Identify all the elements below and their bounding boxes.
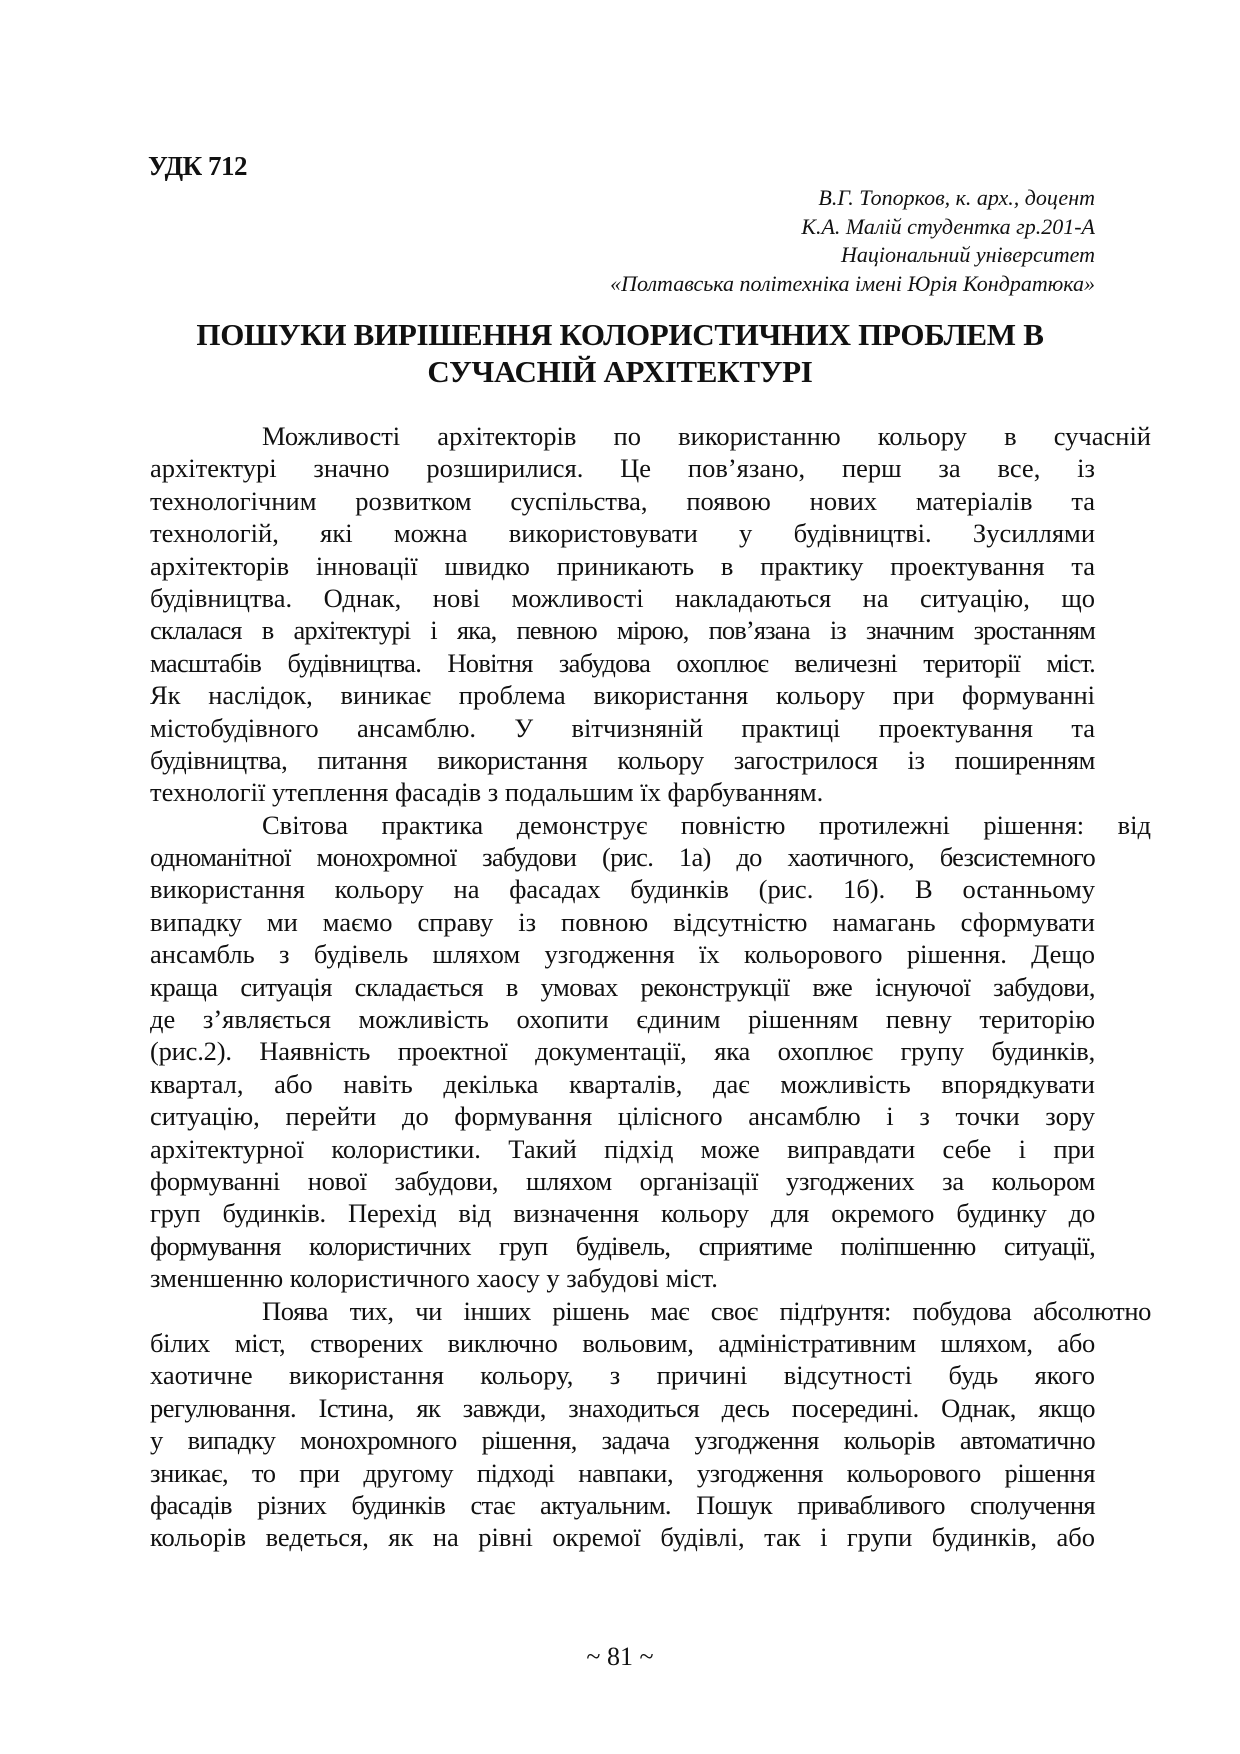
text-line: регулювання. Істина, як завжди, знаходиться десь посередині. Однак, якщо <box>150 1392 1095 1423</box>
article-title <box>140 316 1100 390</box>
text-line: Як наслідок, виникає проблема використання кольору при формуванні <box>150 680 1095 711</box>
page-number: ~ 81 ~ <box>586 1642 654 1671</box>
text-line: технологічним розвитком суспільства, появою нових матеріалів та <box>150 485 1095 516</box>
text-line: формування колористичних груп будівель, сприятиме поліпшенню ситуації, <box>150 1230 1095 1261</box>
text-line: ансамбль з будівель шляхом узгодження їх кольорового рішення. Дещо <box>150 939 1095 970</box>
text-line: будівництва, питання використання кольору загострилося із поширенням <box>150 744 1095 775</box>
text-line: містобудівного ансамблю. У вітчизняній практиці проектування та <box>150 712 1095 743</box>
article-body <box>150 420 1151 1554</box>
text-line: будівництва. Однак, нові можливості накладаються на ситуацію, що <box>150 582 1095 613</box>
text-line: де з’являється можливість охопити єдиним рішенням певну територію <box>150 1004 1095 1035</box>
author-line: В.Г. Топорков, к. арх., доцент <box>818 185 1095 210</box>
text-line: формуванні нової забудови, шляхом організації узгоджених за кольором <box>150 1165 1095 1196</box>
author-block <box>610 184 1095 298</box>
author-line: К.А. Малій студентка гр.201-А <box>801 213 1095 239</box>
text-line: Можливості архітекторів по використанню кольору в сучасній <box>262 421 1151 451</box>
paragraph <box>150 809 1151 1295</box>
affiliation-line: Національний університет <box>840 242 1095 267</box>
text-line: архітекторів інновації швидко приникають в практику проектування та <box>150 550 1095 581</box>
text-line: випадку ми маємо справу із повною відсутністю намагань сформувати <box>150 906 1095 937</box>
text-line: архітектурі значно розширилися. Це пов’язано, перш за все, із <box>150 453 1095 484</box>
text-line: склалася в архітектурі і яка, певною мірою, пов’язана із значним зростанням <box>150 615 1095 646</box>
text-line: (рис.2). Наявність проектної документації, яка охоплює групу будинків, <box>150 1036 1095 1067</box>
paragraph <box>150 1295 1151 1554</box>
affiliation-line: «Полтавська політехніка імені Юрія Кондратюка» <box>610 270 1095 296</box>
text-line: у випадку монохромного рішення, задача узгодження кольорів автоматично <box>150 1425 1095 1456</box>
text-line: одноманітної монохромної забудови (рис. 1а) до хаотичного, безсистемного <box>150 842 1095 873</box>
udk-code: УДК 712 <box>148 151 247 181</box>
text-line: використання кольору на фасадах будинків (рис. 1б). В останньому <box>150 874 1095 905</box>
text-line: квартал, або навіть декілька кварталів, дає можливість впорядкувати <box>150 1068 1095 1099</box>
text-line: білих міст, створених виключно вольовим, адміністративним шляхом, або <box>150 1327 1095 1358</box>
text-line: груп будинків. Перехід від визначення кольору для окремого будинку до <box>150 1198 1095 1229</box>
text-line: фасадів різних будинків стає актуальним. Пошук привабливого сполучення <box>150 1489 1095 1520</box>
text-line: Світова практика демонструє повністю протилежні рішення: від <box>262 809 1151 840</box>
title-line: СУЧАСНІЙ АРХІТЕКТУРІ <box>427 354 813 389</box>
title-line: ПОШУКИ ВИРІШЕННЯ КОЛОРИСТИЧНИХ ПРОБЛЕМ В <box>196 317 1044 352</box>
text-line: ситуацію, перейти до формування цілісного ансамблю і з точки зору <box>150 1101 1095 1132</box>
text-line: зменшенню колористичного хаосу у забудові міст. <box>150 1263 718 1294</box>
text-line: технології утеплення фасадів з подальшим їх фарбуванням. <box>150 777 824 808</box>
text-line: архітектурної колористики. Такий підхід може виправдати себе і при <box>150 1133 1095 1164</box>
text-line: краща ситуація складається в умовах реконструкції вже існуючої забудови, <box>150 971 1095 1002</box>
text-line: зникає, то при другому підході навпаки, узгодження кольорового рішення <box>150 1457 1095 1488</box>
text-line: хаотичне використання кольору, з причині відсутності будь якого <box>150 1360 1095 1391</box>
paragraph <box>150 420 1151 809</box>
text-line: технологій, які можна використовувати у будівництві. Зусиллями <box>150 518 1095 549</box>
text-line: масштабів будівництва. Новітня забудова охоплює величезні території міст. <box>150 647 1095 678</box>
text-line: Поява тих, чи інших рішень має своє підґрунтя: побудова абсолютно <box>262 1295 1151 1326</box>
text-line: кольорів ведеться, як на рівні окремої будівлі, так і групи будинків, або <box>150 1522 1095 1553</box>
